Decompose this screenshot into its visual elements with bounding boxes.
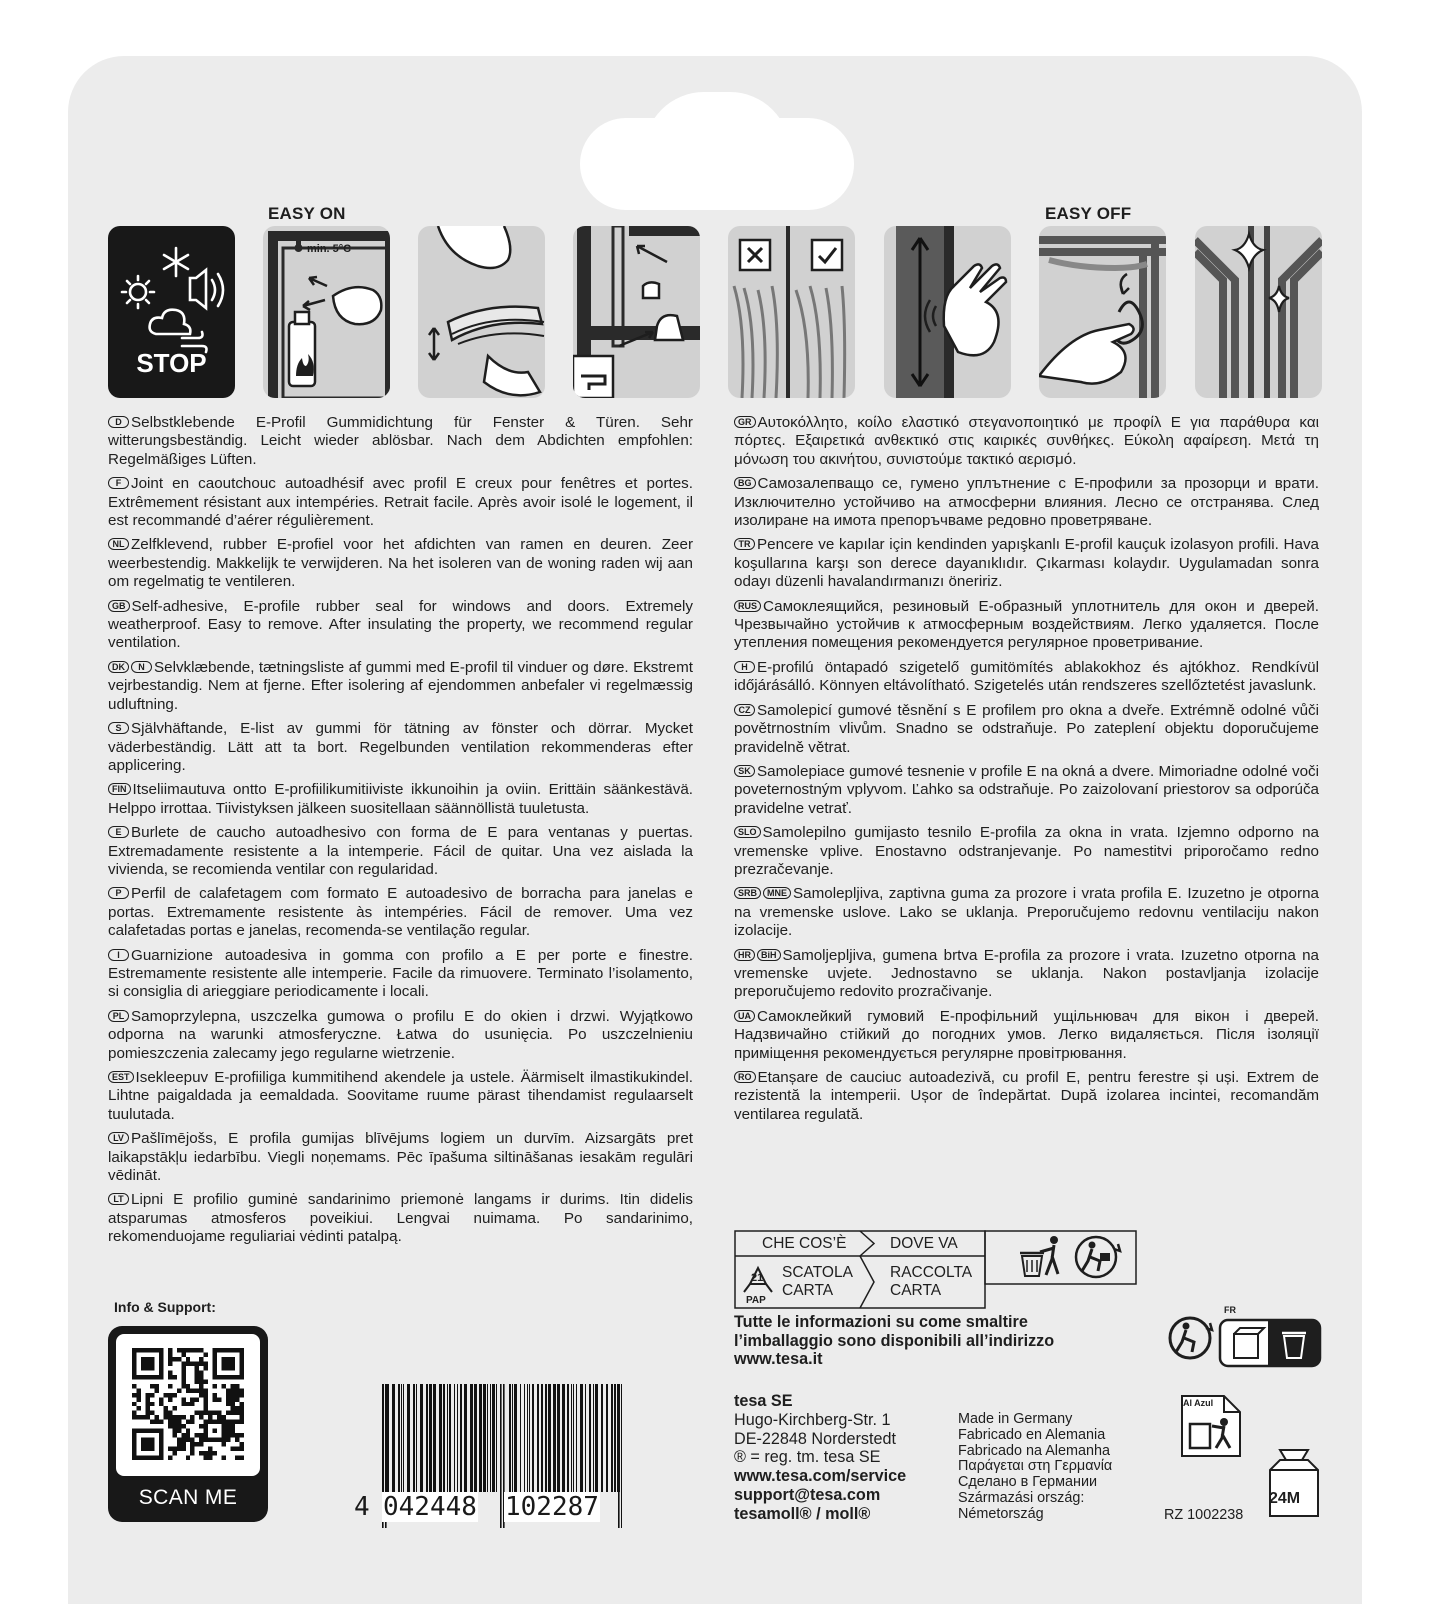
language-badge: RO <box>734 1071 756 1083</box>
description-paragraph <box>734 1069 1319 1124</box>
description-paragraph <box>108 720 693 775</box>
language-badge: MNE <box>763 887 791 899</box>
description-paragraph <box>108 414 693 469</box>
description-text: Etanșare de cauciuc autoadezivă, cu profil E, pentru ferestre și uși. Extrem de rezistentă la intemperii. Ușor de îndepărtat. După izolarea incintei, recomandăm ventilarea regulată. <box>734 1069 1319 1123</box>
description-text: Självhäftande, E-list av gummi för tätning av fönster och dörrar. Mycket väderbeständig. Lätt att ta bort. Regelbunden ventilation rekommenderas efter applicering. <box>108 720 693 774</box>
shelf-life-label: 24M <box>1269 1490 1301 1507</box>
recycling-header-what: CHE COS’È <box>762 1235 847 1252</box>
origin-line: Παράγεται στη Γερμανία <box>958 1458 1113 1475</box>
disposal-url[interactable]: www.tesa.it <box>734 1350 823 1368</box>
origin-line: Németország <box>958 1505 1044 1522</box>
qr-code[interactable] <box>116 1334 260 1476</box>
language-badge: CZ <box>734 704 755 716</box>
recycling-material-code: 21 <box>751 1272 764 1284</box>
description-text: Selbstklebende E-Profil Gummidichtung für Fenster & Türen. Sehr witterungsbeständig. Leicht wieder ablösbar. Nach dem Abdichten empfohlen: Regelmäßiges Lüften. <box>108 414 693 468</box>
language-badge: BG <box>734 477 756 489</box>
description-paragraph <box>734 1008 1319 1063</box>
description-text: Самозалепващо се, гумено уплътнение с Е-профили за прозорци и врати. Изключително устойчиво на атмосферни влияния. Лесно се отстранява. След изолиране на имота препоръчваме редовно проветряване. <box>734 475 1319 530</box>
description-paragraph <box>108 1191 693 1246</box>
origin-line: Made in Germany <box>958 1411 1073 1427</box>
language-badge: LT <box>108 1193 129 1205</box>
language-badge: P <box>108 887 129 899</box>
description-column-right <box>734 414 1319 1130</box>
description-paragraph <box>734 763 1319 818</box>
origin-line: Сделано в Германии <box>958 1474 1098 1491</box>
trash-bin-person-icon <box>1010 1234 1070 1278</box>
origin-statement <box>958 1412 1112 1523</box>
description-paragraph <box>734 598 1319 653</box>
description-paragraph <box>734 824 1319 879</box>
recycling-table <box>734 1230 1138 1310</box>
al-azul-label: Al Azul <box>1183 1398 1214 1408</box>
description-text: Isekleepuv E-profiiliga kummitihend akendele ja ustele. Äärmiselt ilmastikukindel. Lihtne paigaldada ja eemaldada. Soovitame ruume pärast tihendamist regulaarselt tuulutada. <box>108 1069 693 1123</box>
description-paragraph <box>108 1008 693 1063</box>
description-column-left <box>108 414 693 1253</box>
recycling-material-line1: SCATOLA <box>782 1264 853 1281</box>
language-badge: NL <box>108 538 129 550</box>
step-clean-result <box>1195 226 1322 398</box>
company-name: tesa SE <box>734 1392 793 1410</box>
step-peel-liner <box>418 226 545 398</box>
description-text: Perfil de calafetagem com formato E autoadesivo de borracha para janelas e portas. Extremamente resistente às intempéries. Fácil de remover. Uma vez calafetadas portas e janelas, recomenda-se ventilação regular. <box>108 885 693 940</box>
description-text: Joint en caoutchouc autoadhésif avec profil E creux pour fenêtres et portes. Extrêmement résistant aux intempéries. Retrait facile. Après avoir isolé le logement, il est recommandé d’aérer régulièrement. <box>108 475 693 530</box>
language-badge: S <box>108 722 129 734</box>
description-text: Zelfklevend, rubber E-profiel voor het afdichten van ramen en deuren. Zeer weerbestendig. Makkelijk te verwijderen. Na het isoleren van de woning raden wij aan om regelmatig te ventileren. <box>108 536 693 591</box>
recycling-header-where: DOVE VA <box>890 1235 958 1252</box>
stop-label: STOP <box>136 348 207 378</box>
language-badge: SRB <box>734 887 761 899</box>
language-badge: RUS <box>734 600 761 612</box>
recycling-destination-line2: CARTA <box>890 1282 942 1299</box>
description-text: Samolepicí gumové těsnění s E profilem pro okna a dveře. Extrémně odolné vůči povětrnostním vlivům. Snadno se odstraňuje. Po zateplení objektu doporučujeme pravidelně větrat. <box>734 701 1319 756</box>
description-paragraph <box>108 824 693 879</box>
language-badge: E <box>108 826 129 838</box>
description-text: Samolepiace gumové tesnenie v profile E na okná a dvere. Mimoriadne odolné voči poveternostným vplyvom. Ľahko sa odstraňuje. Po zaizolovaní priestorov sa odporúča pravidelne vetrať. <box>734 762 1319 817</box>
description-paragraph <box>108 1130 693 1185</box>
hang-hole <box>580 118 854 210</box>
description-paragraph <box>108 1069 693 1124</box>
qr-code-block[interactable] <box>108 1326 268 1522</box>
description-text: E-profilú öntapadó szigetelő gumitömítés ablakokhoz és ajtókhoz. Rendkívül időjárásálló. Könnyen eltávolítható. Szigetelés után rendszeres szellőztetést javaslunk. <box>734 658 1319 695</box>
description-paragraph <box>734 475 1319 530</box>
description-text: Samoljepljiva, gumena brtva E-profila za prozore i vrata. Izuzetno otporna na vremenske uvjete. Jednostavno se uklanja. Nakon postavljanja izolacije preporučujemo redovito prozračivanje. <box>734 946 1319 1001</box>
scan-me-label: SCAN ME <box>138 1486 238 1509</box>
company-trademark: ® = reg. tm. tesa SE <box>734 1448 881 1467</box>
easy-on-label: EASY ON <box>268 204 346 223</box>
barcode-number <box>352 1492 624 1526</box>
description-text: Samolepljiva, zaptivna guma za prozore i vrata profila E. Izuzetno je otporna na vremenske uslove. Lako se uklanja. Preporučujemo redovnu ventilaciju nakon izolacije. <box>734 885 1319 940</box>
language-badge: HR <box>734 949 755 961</box>
origin-line: Fabricado na Alemanha <box>958 1442 1111 1459</box>
description-paragraph <box>108 781 693 818</box>
description-paragraph <box>734 536 1319 591</box>
language-badge: LV <box>108 1132 129 1144</box>
description-paragraph <box>734 947 1319 1002</box>
description-text: Guarnizione autoadesiva in gomma con profilo a E per porte e finestre. Estremamente resistente alle intemperie. Facile da rimuovere. Terminato l’isolamento, si consiglia di arieggiare periodicamente i locali. <box>108 946 693 1001</box>
barcode-group-1: 042448 <box>383 1492 477 1522</box>
language-badge: GB <box>108 600 130 612</box>
description-paragraph <box>108 598 693 653</box>
description-text: Burlete de caucho autoadhesivo con forma de E para ventanas y puertas. Extremadamente resistente a la intemperie. Fácil de quitar. Una vez aislada la vivienda, se recomienda ventilar con regularidad. <box>108 824 693 878</box>
language-badge: TR <box>734 538 755 550</box>
company-email[interactable]: support@tesa.com <box>734 1485 881 1504</box>
svg-text:min. 5°C: min. 5°C <box>307 243 352 255</box>
language-badge: PL <box>108 1010 129 1022</box>
description-text: Αυτοκόλλητο, κοίλο ελαστικό στεγανοποιητικό με προφίλ E για παράθυρα και πόρτες. Εξαιρετικά ανθεκτικό στις καιρικές συνθήκες. Εύκολη αφαίρεση. Μετά τη μόνωση του ακινήτου, συνιστούμε τακτικό αερισμό. <box>734 414 1319 468</box>
description-text: Lipni E profilio guminė sandarinimo priemonė langams ir durims. Itin didelis atsparumas atmosferos poveikiui. Lengvai nuimama. Po sandarinimo, rekomenduojame reguliariai vėdinti patalpą. <box>108 1191 693 1246</box>
recycling-person-icon <box>1070 1233 1124 1281</box>
recycling-destination-line1: RACCOLTA <box>890 1264 973 1281</box>
company-brands: tesamoll® / moll® <box>734 1504 871 1523</box>
description-paragraph <box>108 885 693 940</box>
origin-line: Fabricado en Alemania <box>958 1426 1106 1443</box>
description-text: Pencere ve kapılar için kendinden yapışkanlı E-profil kauçuk izolasyon profili. Hava koşullarına karşı son derece dayanıklıdır. Çıkarması kolaydır. Uygulamadan sonra odayı düzenli havalandırmanızı öneririz. <box>734 536 1319 591</box>
language-badge: SK <box>734 765 755 777</box>
description-text: Самоклейкий гумовий E-профільний ущільнювач для вікон і дверей. Надзвичайно стійкий до погодних умов. Легко видаляється. Після ізоляції приміщення рекомендується регулярне провітрювання. <box>734 1007 1319 1062</box>
language-badge: DK <box>108 661 129 673</box>
easy-off-label: EASY OFF <box>1045 204 1132 223</box>
disposal-info <box>734 1313 1134 1369</box>
qr-code-icon <box>132 1348 244 1460</box>
language-badge: BiH <box>757 949 781 961</box>
company-url[interactable]: www.tesa.com/service <box>734 1467 907 1486</box>
step-apply-seal <box>573 226 700 398</box>
language-badge: F <box>108 477 129 489</box>
barcode-first-digit: 4 <box>354 1492 370 1522</box>
description-paragraph <box>108 536 693 591</box>
recycling-material-abbr: PAP <box>746 1295 766 1306</box>
info-support-title: Info & Support: <box>114 1299 216 1315</box>
language-badge: I <box>108 949 129 961</box>
step-remove-seal <box>1039 226 1166 398</box>
language-badge: H <box>734 661 755 673</box>
description-paragraph <box>734 659 1319 696</box>
article-number: RZ 1002238 <box>1164 1507 1244 1523</box>
company-address <box>734 1392 906 1524</box>
stop-conditions-panel <box>108 226 235 398</box>
language-badge: GR <box>734 416 756 428</box>
description-text: Selvklæbende, tætningsliste af gummi med E-profil til vinduer og døre. Ekstremt vejrbestandig. Nem at fjerne. Efter isolering af ejendommen anbefaler vi regelmæssig udluftning. <box>108 658 693 713</box>
description-paragraph <box>108 947 693 1002</box>
description-text: Pašlīmējošs, E profila gumijas blīvējums logiem un durvīm. Aizsargāts pret laikapstākļu iedarbību. Viegli noņemams. Pēc īpašuma siltināšanas iesakām regulāri vēdināt. <box>108 1130 693 1185</box>
description-text: Самоклеящийся, резиновый E-образный уплотнитель для окон и дверей. Чрезвычайно устойчив к атмосферным воздействиям. Легко удаляется. После утепления помещения рекомендуется регулярное проветривание. <box>734 597 1319 652</box>
language-badge: FIN <box>108 783 131 795</box>
language-badge: SLO <box>734 826 761 838</box>
language-badge: UA <box>734 1010 755 1022</box>
language-badge: D <box>108 416 129 428</box>
step-correct-placement <box>728 226 855 398</box>
description-text: Samolepilno gumijasto tesnilo E-profila za okna in vrata. Izjemno odporno na vremenske vplive. Enostavno odstranjevanje. Po namestitvi priporočamo redno prezračevanje. <box>734 824 1319 878</box>
origin-line: Származási ország: <box>958 1489 1085 1506</box>
barcode-group-2: 102287 <box>505 1492 599 1522</box>
language-badge: N <box>131 661 152 673</box>
step-clean-surface <box>263 226 390 398</box>
description-paragraph <box>108 659 693 714</box>
description-text: Samoprzylepna, uszczelka gumowa o profilu E do okien i drzwi. Wyjątkowo odporna na warunki atmosferyczne. Łatwa do usunięcia. Po uszczelnieniu pomieszczenia zalecamy jego regularne wietrzenie. <box>108 1007 693 1062</box>
recycling-material-line2: CARTA <box>782 1282 834 1299</box>
triman-recycling-icon <box>1164 1310 1324 1368</box>
disposal-line-2: l’imballaggio sono disponibili all’indirizzo <box>734 1331 1055 1350</box>
disposal-line-1: Tutte le informazioni su come smaltire <box>734 1313 1028 1331</box>
company-street: Hugo-Kirchberg-Str. 1 <box>734 1410 891 1429</box>
description-paragraph <box>734 414 1319 469</box>
description-text: Itseliimautuva ontto E-profiilikumitiiviste ikkunoihin ja oviin. Erittäin säänkestävä. Helppo irrottaa. Tiivistyksen jälkeen suositellaan säännöllistä tuuletusta. <box>108 781 693 817</box>
fr-label: FR <box>1224 1305 1236 1315</box>
description-text: Self-adhesive, E-profile rubber seal for windows and doors. Extremely weatherproof. Easy to remove. After insulating the property, we recommend regular ventilation. <box>108 597 693 652</box>
step-press-firmly <box>884 226 1011 398</box>
description-paragraph <box>734 702 1319 757</box>
description-paragraph <box>108 475 693 530</box>
language-badge: EST <box>108 1071 134 1083</box>
description-paragraph <box>734 885 1319 940</box>
company-city: DE-22848 Norderstedt <box>734 1429 896 1448</box>
